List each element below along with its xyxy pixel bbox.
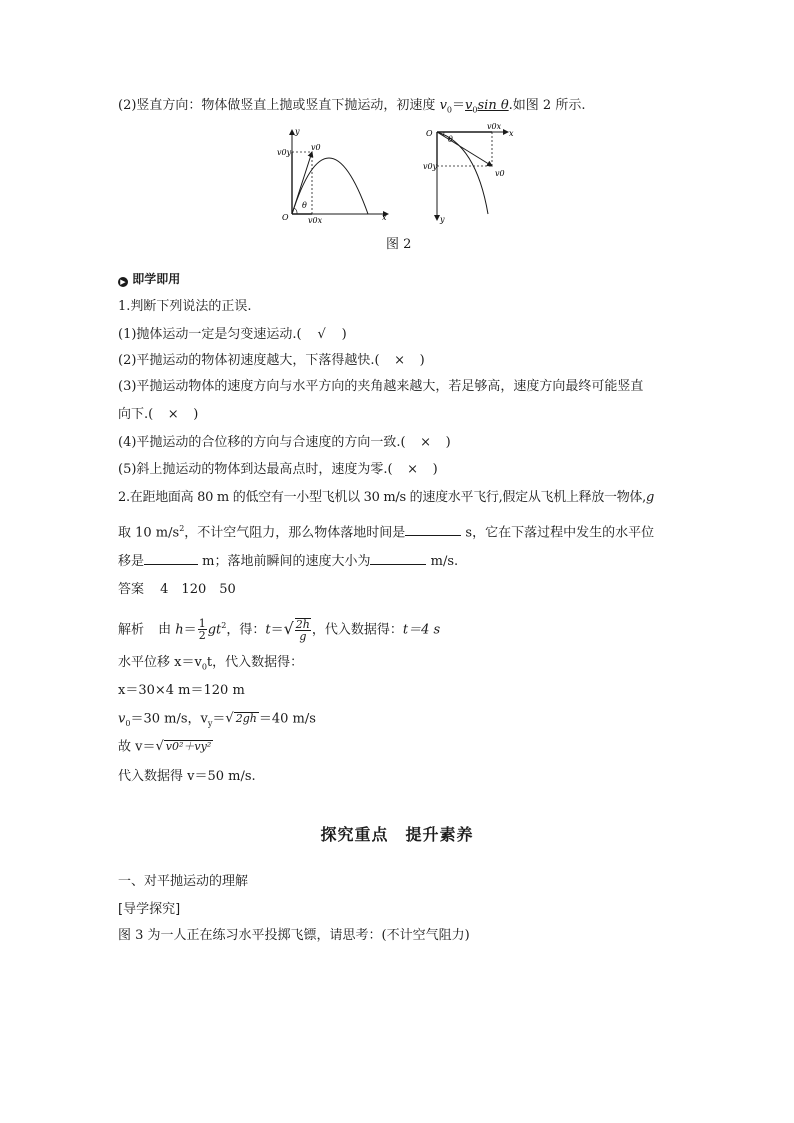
right-y-label: y <box>440 215 445 224</box>
solution-s1a: 由 <box>158 622 176 638</box>
q1-item-4-text: (4)平抛运动的合位移的方向与合速度的方向一致.( <box>118 435 406 450</box>
solution-s1c: ，代入数据得： <box>311 622 403 638</box>
right-v0-label: v0 <box>495 169 505 178</box>
answer-label: 答案 <box>118 582 145 597</box>
q1-item-3-cont-text: 向下.( <box>118 407 154 422</box>
intro-text: (2)竖直方向：物体做竖直上抛或竖直下抛运动，初速度 <box>118 98 440 113</box>
solution-s2: 水平位移 x＝v <box>118 655 202 670</box>
blank-time[interactable] <box>405 523 461 536</box>
figure-left <box>277 127 388 225</box>
q2-line-1-text: 2.在距地面高 80 m 的低空有一小型飞机以 30 m/s 的速度水平飞行,假定从飞机上释放一物体, <box>118 490 646 505</box>
section-heading: 探究重点 提升素养 <box>320 825 474 844</box>
equals: ＝ <box>452 98 466 113</box>
q2-line-2c: s，它在下落过程中发生的水平位 <box>461 525 655 541</box>
right-theta: θ <box>448 135 453 144</box>
sqrt-2gh: √ 2gh <box>225 711 257 726</box>
q2-line-2sup: 2 <box>179 524 185 533</box>
q1-item-1 <box>118 326 347 344</box>
q1-item-2-close: ) <box>419 353 425 368</box>
blank-displacement[interactable] <box>144 552 198 565</box>
intro-line <box>118 97 585 120</box>
q1-item-3: (3)平抛运动物体的速度方向与水平方向的夹角越来越大，若足够高，速度方向最终可能竖直 <box>118 379 644 394</box>
solution-sup: 2 <box>221 621 227 630</box>
v0-symbol: v <box>439 98 447 113</box>
formula-v: v <box>465 98 473 113</box>
solution-eq: ＝ <box>183 622 197 638</box>
left-origin: O <box>282 213 289 222</box>
fraction-half <box>198 618 207 641</box>
q1-item-5-close: ) <box>432 462 438 477</box>
solution-h: h <box>175 622 184 638</box>
blank-speed[interactable] <box>370 552 426 565</box>
q1-item-3-close: ) <box>193 407 199 422</box>
formula-rest: sin θ <box>477 98 509 113</box>
sqrt-sum-rad: v0²＋vy² <box>165 740 212 753</box>
left-v0y-label: v0y <box>277 148 292 157</box>
intro-suffix: .如图 2 所示. <box>508 98 586 113</box>
q1-item-5 <box>118 461 438 479</box>
play-icon: ▶ <box>118 277 128 287</box>
sec1-text: 图 3 为一人正在练习水平投掷飞镖，请思考：(不计空气阻力) <box>118 928 470 943</box>
q2-line-3c: m/s. <box>426 554 459 569</box>
solution-s1b: ，得： <box>226 622 266 638</box>
solution-s4d: ＝40 m/s <box>258 711 316 727</box>
q2-line-3 <box>118 552 458 571</box>
q1-item-5-mark: × <box>407 462 419 477</box>
right-origin: O <box>426 129 433 138</box>
q2-line-1 <box>118 489 654 507</box>
answer-row <box>118 581 236 599</box>
solution-s2b: t，代入数据得： <box>206 655 304 670</box>
formula-sub: 0 <box>472 105 478 115</box>
q2-line-2b: ，不计空气阻力，那么物体落地时间是 <box>184 525 406 541</box>
left-v0-label: v0 <box>311 143 321 152</box>
sqrt-2gh-rad: 2gh <box>235 712 257 725</box>
q1-item-1-mark: √ <box>317 327 326 342</box>
q1-item-1-text: (1)抛体运动一定是匀变速运动.( <box>118 327 302 342</box>
section-tag: 即学即用 <box>132 272 181 286</box>
q1-title: 1.判断下列说法的正误. <box>118 299 252 314</box>
q1-item-5-text: (5)斜上抛运动的物体到达最高点时，速度为零.( <box>118 462 393 477</box>
solution-line-6: 代入数据得 v＝50 m/s. <box>118 769 256 784</box>
figure-caption: 图 2 <box>386 237 412 252</box>
left-theta: θ <box>302 201 307 210</box>
q1-item-4-mark: × <box>420 435 432 450</box>
solution-line-1: 解析 由 h＝ $\frac{1}{2}$ $gt^2$，得：t＝√ $\frac{2h}{g}$ ，代入数据得：t＝4 s <box>118 617 441 644</box>
q1-item-4-close: ) <box>445 435 451 450</box>
answer-values: 4 120 50 <box>160 582 236 597</box>
v0-sub: 0 <box>446 105 453 115</box>
section-tag-row <box>118 270 180 287</box>
frac-num: 1 <box>198 617 206 631</box>
q1-item-2 <box>118 352 425 370</box>
q1-item-2-text: (2)平抛运动的物体初速度越大，下落得越快.( <box>118 353 380 368</box>
solution-line-5 <box>118 738 213 757</box>
sec1-tag: [导学探究] <box>118 902 181 917</box>
sec1-title: 一、对平抛运动的理解 <box>118 874 249 889</box>
sqrt-den: g <box>299 630 307 644</box>
q1-item-3-mark: × <box>167 407 179 422</box>
solution-s4sub2: y <box>207 719 213 729</box>
solution-s4sub: 0 <box>125 719 131 729</box>
solution-s4a: v <box>118 711 126 727</box>
frac-den: 2 <box>198 629 206 643</box>
q2-line-3b: m；落地前瞬间的速度大小为 <box>198 554 371 569</box>
q2-line-3a: 移是 <box>118 554 145 569</box>
q2-line-2a: 取 10 m/s <box>118 525 180 541</box>
left-x-label: x <box>382 213 387 222</box>
solution-t-result: t＝4 s <box>402 622 441 638</box>
sqrt-num: 2h <box>295 618 310 632</box>
q1-item-4 <box>118 434 451 452</box>
figure-2 <box>276 122 536 230</box>
right-v0x-label: v0x <box>487 122 502 131</box>
solution-line-3: x＝30×4 m＝120 m <box>118 683 245 698</box>
right-v0y-label: v0y <box>423 162 438 171</box>
q1-item-1-close: ) <box>341 327 347 342</box>
q2-g: g <box>645 490 654 505</box>
solution-s4b: ＝30 m/s，v <box>130 711 208 727</box>
solution-line-4 <box>118 710 316 733</box>
sqrt-vector-sum: √ v0²＋vy² <box>155 739 212 754</box>
solution-label: 解析 <box>118 622 145 638</box>
left-v0x-label: v0x <box>308 216 323 225</box>
figure-right <box>423 122 514 224</box>
q1-item-3-cont <box>118 406 198 424</box>
solution-s4c: ＝ <box>212 711 226 727</box>
right-x-label: x <box>509 129 514 138</box>
right-v0-vector <box>437 132 492 166</box>
solution-s2sub: 0 <box>201 662 207 672</box>
left-y-label: y <box>295 127 300 136</box>
solution-gt: gt <box>207 622 222 638</box>
q2-line-2 <box>118 520 654 542</box>
q1-item-2-mark: × <box>394 353 406 368</box>
solution-s5a: 故 v＝ <box>118 739 156 755</box>
sqrt-2h-g: √ $\frac{2h}{g}$ <box>283 618 310 644</box>
right-trajectory <box>437 132 488 214</box>
solution-t: t <box>265 622 271 638</box>
solution-line-2 <box>118 654 303 677</box>
